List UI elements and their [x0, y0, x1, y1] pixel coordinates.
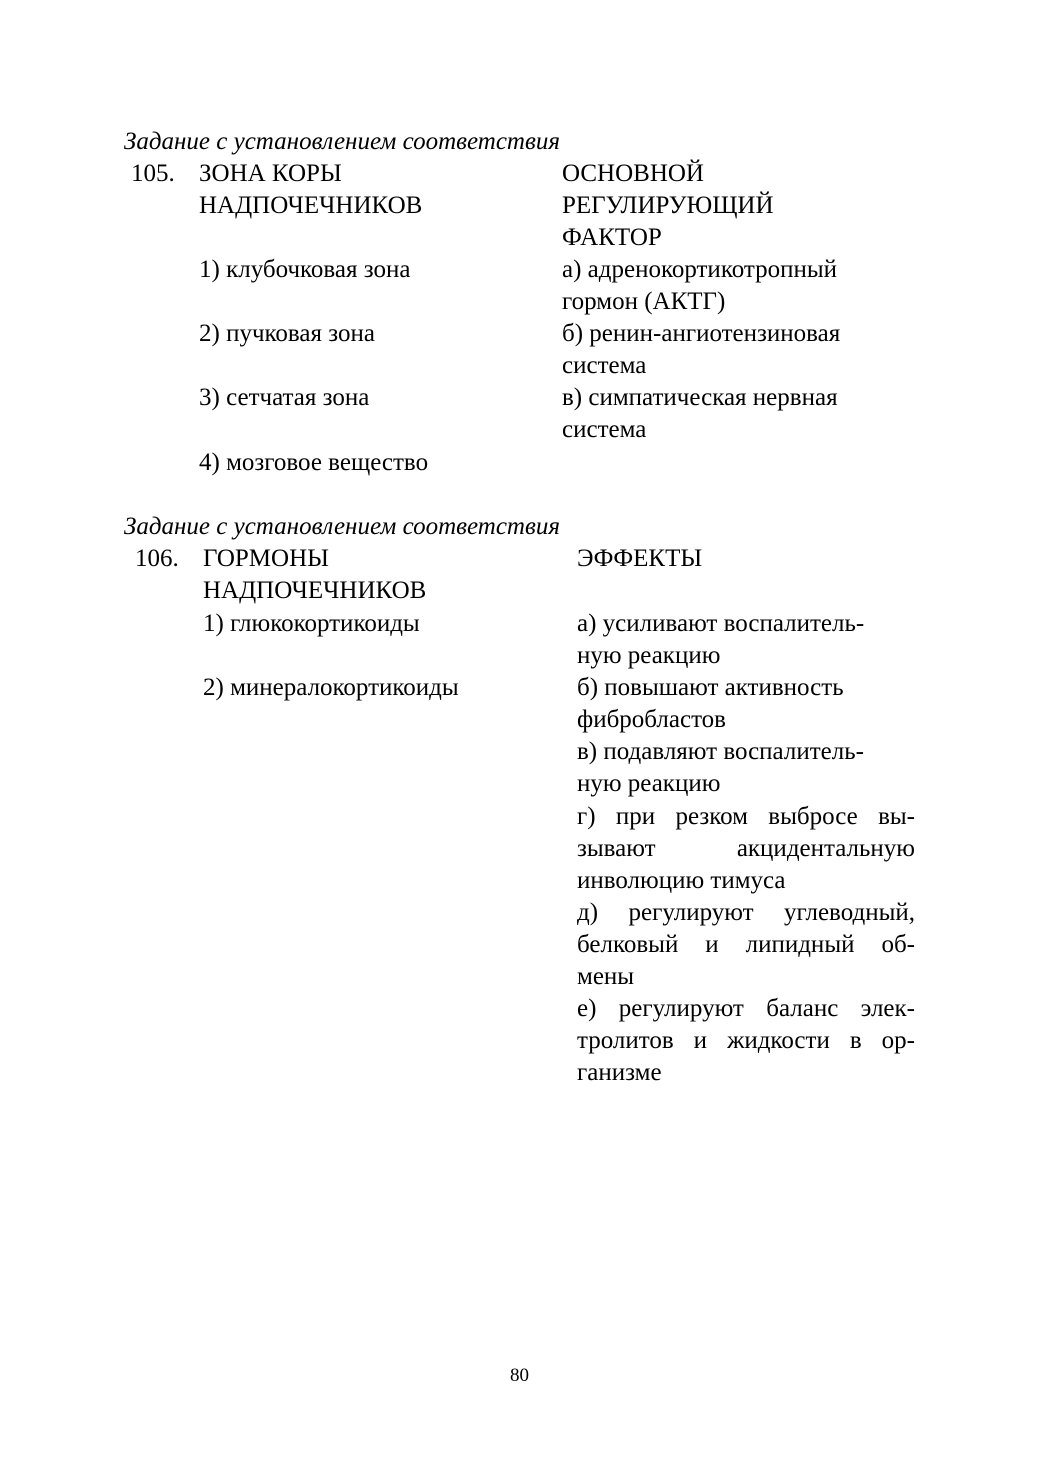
right-item-line: ную реакцию: [577, 642, 721, 669]
question-number-106: 106.: [135, 545, 179, 572]
left-header-line: ГОРМОНЫ: [203, 545, 329, 572]
right-column-header-106: [577, 543, 702, 575]
right-item-line: инволюцию тимуса: [577, 867, 786, 894]
left-item-106-2: 2) минералокортикоиды: [203, 674, 459, 701]
right-item-106-a: [577, 608, 864, 672]
right-item-106-e: [577, 897, 915, 993]
right-item-line: б) повышают активность: [577, 674, 844, 701]
right-item-line: система: [562, 416, 647, 443]
right-item-105-a: [562, 254, 837, 318]
left-header-line: НАДПОЧЕЧНИКОВ: [203, 577, 427, 604]
left-header-line: НАДПОЧЕЧНИКОВ: [199, 192, 423, 219]
right-item-line: белковый и липидный об-: [577, 931, 915, 958]
right-item-line: ную реакцию: [577, 770, 721, 797]
right-item-line: а) адренокортикотропный: [562, 256, 838, 283]
right-item-line: е) регулируют баланс элек-: [577, 995, 915, 1022]
page-number: 80: [510, 1365, 529, 1386]
right-item-line: гормон (АКТГ): [562, 288, 726, 315]
right-item-line: ганизме: [577, 1059, 662, 1086]
right-header-line: ОСНОВНОЙ: [562, 160, 704, 187]
right-item-105-c: [562, 382, 838, 446]
right-item-line: зывают акцидентальную: [577, 835, 915, 862]
right-item-106-b: [577, 672, 844, 736]
right-item-line: система: [562, 352, 647, 379]
right-item-line: в) подавляют воспалитель-: [577, 738, 864, 765]
left-header-line: ЗОНА КОРЫ: [199, 160, 342, 187]
right-item-line: в) симпатическая нервная: [562, 384, 838, 411]
right-header-line: РЕГУЛИРУЮЩИЙ: [562, 192, 774, 219]
right-item-line: б) ренин-ангиотензиновая: [562, 320, 841, 347]
right-item-106-c: [577, 736, 864, 800]
right-item-line: г) при резком выбросе вы-: [577, 803, 915, 830]
left-item-106-1: 1) глюкокортикоиды: [203, 610, 420, 637]
right-item-line: д) регулируют углеводный,: [577, 899, 915, 926]
right-item-105-b: [562, 318, 840, 382]
left-column-header-106: [203, 543, 426, 607]
left-item-105-3: 3) сетчатая зона: [199, 384, 370, 411]
right-column-header-105: [562, 158, 774, 254]
left-item-105-1: 1) клубочковая зона: [199, 256, 411, 283]
left-column-header-105: [199, 158, 422, 222]
right-item-106-f: [577, 993, 915, 1089]
question-number-105: 105.: [131, 160, 175, 187]
left-item-105-4: 4) мозговое вещество: [199, 449, 429, 476]
right-item-line: тролитов и жидкости в ор-: [577, 1027, 915, 1054]
task-type-heading-106: Задание с установлением соответствия: [124, 513, 560, 540]
task-type-heading-105: Задание с установлением соответствия: [124, 128, 560, 155]
right-item-line: мены: [577, 963, 635, 990]
right-item-106-d: [577, 801, 915, 897]
right-item-line: а) усиливают воспалитель-: [577, 610, 865, 637]
right-item-line: фибробластов: [577, 706, 726, 733]
right-header-line: ЭФФЕКТЫ: [577, 545, 703, 572]
left-item-105-2: 2) пучковая зона: [199, 320, 375, 347]
right-header-line: ФАКТОР: [562, 224, 662, 251]
